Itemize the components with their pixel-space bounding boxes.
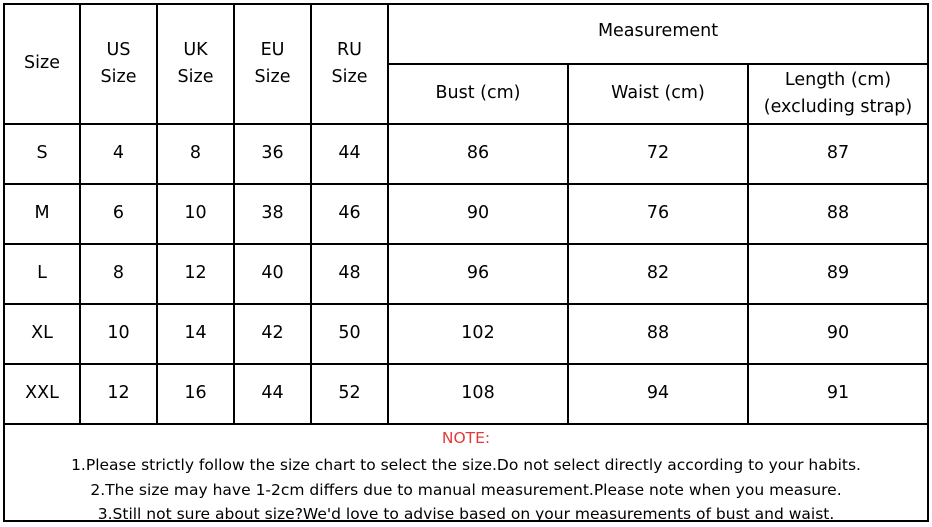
cell-bust: 90	[388, 184, 568, 244]
cell-waist: 76	[568, 184, 748, 244]
header-eu-label: EU	[260, 39, 285, 60]
size-table	[5, 5, 927, 527]
cell-ru: 52	[311, 364, 388, 424]
header-waist	[568, 64, 748, 124]
header-ru-sub: Size	[331, 67, 368, 87]
header-eu-size	[234, 5, 311, 124]
cell-length: 88	[748, 184, 927, 244]
table-row	[5, 184, 927, 244]
header-uk-sub: Size	[177, 67, 214, 87]
cell-waist: 72	[568, 124, 748, 184]
cell-bust: 96	[388, 244, 568, 304]
header-waist-label: Waist (cm)	[611, 83, 705, 104]
cell-size: S	[5, 124, 80, 184]
cell-uk: 16	[157, 364, 234, 424]
cell-waist: 94	[568, 364, 748, 424]
header-measurement	[388, 5, 927, 64]
note-line-2: 2.The size may have 1-2cm differs due to manual measurement.Please note when you measure.	[90, 480, 842, 499]
note-title: NOTE:	[441, 429, 491, 447]
cell-ru: 46	[311, 184, 388, 244]
cell-size: XL	[5, 304, 80, 364]
header-ru-size	[311, 5, 388, 124]
cell-us: 6	[80, 184, 157, 244]
table-row	[5, 364, 927, 424]
table-row	[5, 244, 927, 304]
cell-uk: 14	[157, 304, 234, 364]
cell-size: L	[5, 244, 80, 304]
header-row-1	[5, 5, 927, 64]
cell-us: 10	[80, 304, 157, 364]
header-measurement-label: Measurement	[597, 21, 719, 42]
header-length	[748, 64, 927, 124]
note-row	[5, 424, 927, 527]
cell-us: 8	[80, 244, 157, 304]
header-bust	[388, 64, 568, 124]
cell-uk: 12	[157, 244, 234, 304]
cell-uk: 8	[157, 124, 234, 184]
table-row	[5, 124, 927, 184]
header-us-sub: Size	[100, 67, 137, 87]
header-size	[5, 5, 80, 124]
cell-length: 89	[748, 244, 927, 304]
cell-size: M	[5, 184, 80, 244]
cell-bust: 102	[388, 304, 568, 364]
cell-us: 4	[80, 124, 157, 184]
header-size-label: Size	[24, 53, 60, 74]
cell-size: XXL	[5, 364, 80, 424]
cell-eu: 42	[234, 304, 311, 364]
cell-bust: 108	[388, 364, 568, 424]
header-length-sub: (excluding strap)	[763, 97, 913, 117]
header-bust-label: Bust (cm)	[435, 83, 521, 104]
cell-length: 90	[748, 304, 927, 364]
cell-waist: 82	[568, 244, 748, 304]
table-row	[5, 304, 927, 364]
note-section	[5, 424, 927, 527]
cell-eu: 36	[234, 124, 311, 184]
cell-ru: 48	[311, 244, 388, 304]
cell-eu: 38	[234, 184, 311, 244]
size-chart	[3, 3, 929, 522]
note-line-1: 1.Please strictly follow the size chart to select the size.Do not select directly according to your habits.	[71, 456, 861, 474]
header-us-label: US	[106, 39, 131, 60]
cell-ru: 44	[311, 124, 388, 184]
cell-length: 91	[748, 364, 927, 424]
cell-us: 12	[80, 364, 157, 424]
cell-eu: 40	[234, 244, 311, 304]
cell-eu: 44	[234, 364, 311, 424]
cell-waist: 88	[568, 304, 748, 364]
header-eu-sub: Size	[254, 67, 291, 87]
header-ru-label: RU	[337, 39, 362, 60]
header-uk-size	[157, 5, 234, 124]
note-line-3: 3.Still not sure about size?We'd love to advise based on your measurements of bust and waist.	[97, 505, 835, 524]
header-uk-label: UK	[183, 39, 208, 60]
cell-length: 87	[748, 124, 927, 184]
header-length-label: Length (cm)	[784, 69, 892, 90]
cell-ru: 50	[311, 304, 388, 364]
header-us-size	[80, 5, 157, 124]
cell-uk: 10	[157, 184, 234, 244]
cell-bust: 86	[388, 124, 568, 184]
